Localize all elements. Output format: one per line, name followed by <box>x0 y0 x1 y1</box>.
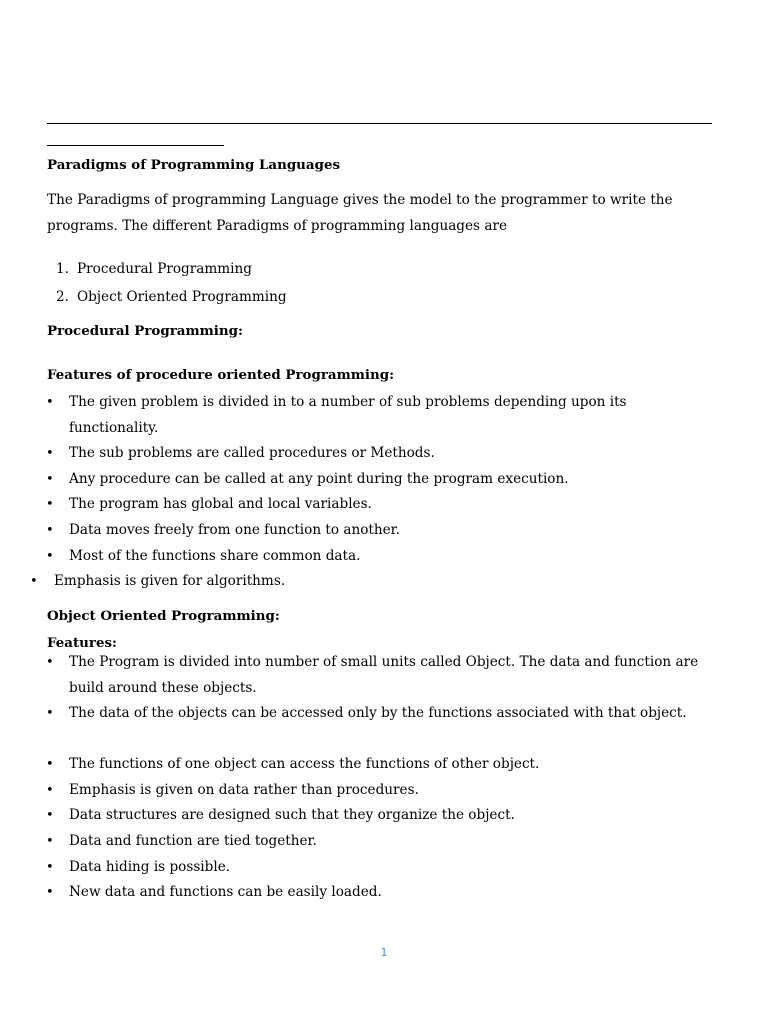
list-number: 2. <box>56 289 69 305</box>
bullet-icon: • <box>46 757 54 772</box>
list-item: The sub problems are called procedures or Methods. <box>69 445 435 461</box>
bullet-icon: • <box>30 574 38 589</box>
list-item: Data and function are tied together. <box>69 833 317 849</box>
list-item: Procedural Programming <box>77 261 252 277</box>
header-rule-long <box>47 123 712 124</box>
intro-paragraph: The Paradigms of programming Language gives the model to the programmer to write the programs. The different Paradigms of programming languages are <box>47 192 673 234</box>
bullet-icon: • <box>46 783 54 798</box>
list-item: Most of the functions share common data. <box>69 548 361 564</box>
bullet-icon: • <box>46 395 54 410</box>
list-item: The given problem is divided in to a number of sub problems depending upon its functionality. <box>69 394 627 436</box>
heading-features-procedural: Features of procedure oriented Programming: <box>47 367 395 383</box>
list-item: The functions of one object can access the functions of other object. <box>69 756 540 772</box>
bullet-icon: • <box>46 472 54 487</box>
list-item: Emphasis is given on data rather than procedures. <box>69 782 419 798</box>
bullet-icon: • <box>46 655 54 670</box>
bullet-icon: • <box>46 523 54 538</box>
list-item: Data hiding is possible. <box>69 859 231 875</box>
list-item: Any procedure can be called at any point during the program execution. <box>69 471 569 487</box>
list-item: New data and functions can be easily loaded. <box>69 884 382 900</box>
heading-oop: Object Oriented Programming: <box>47 608 280 624</box>
heading-features-oop: Features: <box>47 635 117 651</box>
list-item: Emphasis is given for algorithms. <box>54 573 286 589</box>
bullet-icon: • <box>46 497 54 512</box>
page-number: 1 <box>380 946 388 959</box>
list-item: Data structures are designed such that they organize the object. <box>69 807 515 823</box>
list-item: The program has global and local variables. <box>69 496 372 512</box>
list-item: The data of the objects can be accessed only by the functions associated with that object. <box>69 705 687 721</box>
list-item: The Program is divided into number of small units called Object. The data and function are build around these objects. <box>69 654 699 696</box>
heading-procedural: Procedural Programming: <box>47 323 243 339</box>
bullet-icon: • <box>46 549 54 564</box>
list-item: Data moves freely from one function to another. <box>69 522 401 538</box>
bullet-icon: • <box>46 706 54 721</box>
header-rule-short <box>47 145 224 146</box>
bullet-icon: • <box>46 808 54 823</box>
list-item: Object Oriented Programming <box>77 289 287 305</box>
bullet-icon: • <box>46 446 54 461</box>
list-number: 1. <box>56 261 69 277</box>
heading-paradigms: Paradigms of Programming Languages <box>47 157 341 173</box>
bullet-icon: • <box>46 860 54 875</box>
bullet-icon: • <box>46 834 54 849</box>
bullet-icon: • <box>46 885 54 900</box>
